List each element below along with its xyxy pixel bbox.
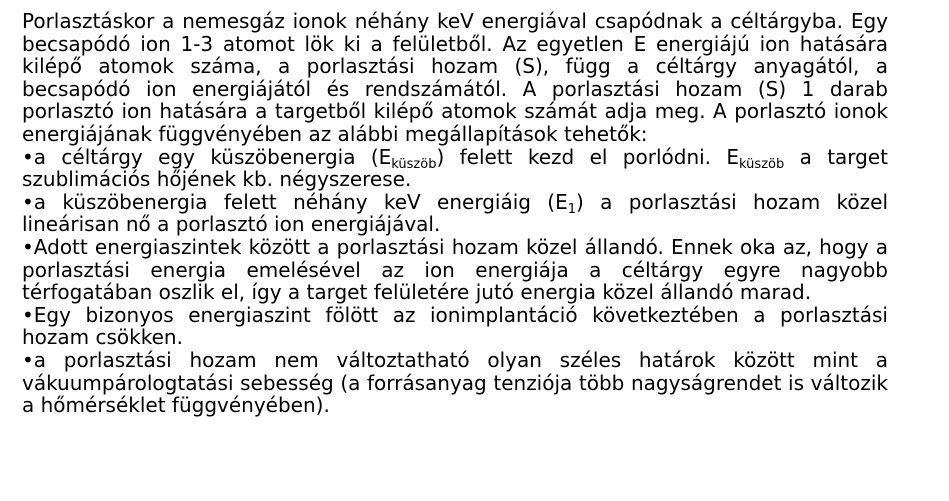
- bullet-text: Egy bizonyos energiaszint fölött az ionimplantáció következtében a porlasztási hozam csökken.: [22, 302, 888, 350]
- subscript: 1: [567, 201, 577, 217]
- subscript: küszöb: [739, 156, 785, 172]
- bullet-threshold: [22, 146, 888, 191]
- bullet-decrease: [22, 304, 888, 349]
- bullet-text: a céltárgy egy küszöbenergia (E: [33, 144, 392, 169]
- intro-paragraph: Porlasztáskor a nemesgáz ionok néhány keV energiával csapódnak a céltárgyba. Egy becsapódó ion 1-3 atomot lök ki a felületből. Az egyetlen E energiájú ion hatására kilépő atomok száma, a porlasztási hozam (S), függ a céltárgy anyagától, a becsapódó ion energiájától és rendszámától. A porlasztási hozam (S) 1 darab porlasztó ion hatására a targetből kilépő atomok számát adja meg. A porlasztó ionok energiájának függvényében az alábbi megállapítások tehetők:: [22, 9, 888, 146]
- bullet-text: a target szublimációs hőjének kb. négyszerese.: [22, 144, 889, 192]
- bullet-symbol: •: [22, 347, 34, 372]
- bullet-symbol: •: [22, 302, 34, 327]
- bullet-text: ) a porlasztási hozam közel lineárisan nő a porlasztó ion energiájával.: [22, 189, 888, 237]
- bullet-constant: [22, 236, 888, 304]
- subscript: küszöb: [391, 156, 437, 172]
- bullet-symbol: •: [22, 234, 34, 259]
- bullet-symbol: •: [22, 144, 34, 169]
- bullet-text: a küszöbenergia felett néhány keV energiáig (E: [33, 189, 568, 214]
- document-text: [22, 10, 888, 417]
- bullet-linear: [22, 191, 888, 236]
- bullet-text: ) felett kezd el porlódni. E: [436, 144, 740, 169]
- bullet-comparison: [22, 349, 888, 417]
- bullet-text: Adott energiaszintek között a porlasztási hozam közel állandó. Ennek oka az, hogy a porlasztási energia emelésével az ion energiája a céltárgy egyre nagyobb térfogatában oszlik el, így a target felületére jutó energia közel állandó marad.: [22, 234, 888, 305]
- bullet-symbol: •: [22, 189, 34, 214]
- bullet-text: a porlasztási hozam nem változtatható olyan széles határok között mint a vákuumpárologtatási sebesség (a forrásanyag tenziója több nagyságrendet is változik a hőmérséklet függvényében).: [22, 347, 888, 418]
